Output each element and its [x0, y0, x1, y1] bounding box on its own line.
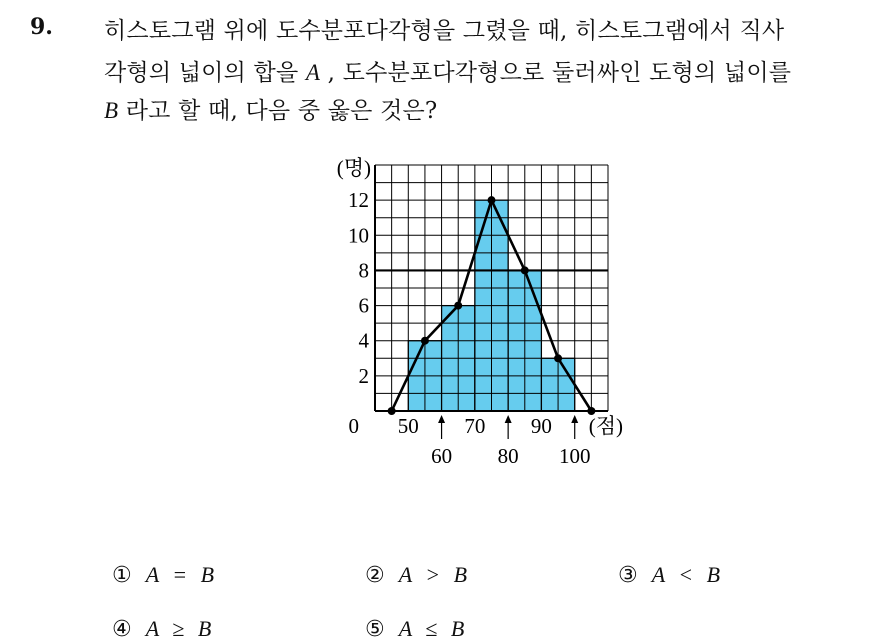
polygon-point	[421, 337, 429, 345]
question-line-2-end: , 도수분포다각형으로 둘러싸인 도형의 넓이를	[320, 60, 792, 86]
x-tick-arrowhead	[438, 415, 445, 423]
choice-5[interactable]	[365, 616, 468, 642]
y-tick-label: 8	[358, 258, 369, 283]
x-tick-label: 100	[558, 444, 591, 468]
x-axis-unit: (점)	[588, 414, 623, 438]
y-tick-label: 6	[358, 293, 369, 318]
x-tick-arrowhead	[571, 415, 578, 423]
question-line-2	[104, 54, 791, 87]
polygon-point	[388, 407, 396, 415]
histogram-chart	[300, 150, 660, 470]
y-axis-unit: (명)	[336, 156, 371, 180]
choice-5-number: ⑤	[365, 617, 385, 642]
x-tick-label: 80	[497, 444, 519, 468]
polygon-point	[454, 302, 462, 310]
question-line-2-start: 각형의 넓이의 합을	[104, 60, 306, 86]
choice-2-expression: A > B	[398, 562, 472, 587]
polygon-point	[488, 196, 496, 204]
choice-4-number: ④	[112, 617, 132, 642]
question-number: 9.	[30, 14, 53, 40]
choice-1-number: ①	[112, 563, 132, 588]
choice-2[interactable]	[365, 562, 471, 588]
y-tick-label: 10	[348, 223, 369, 248]
polygon-point	[521, 266, 529, 274]
origin-label: 0	[348, 414, 359, 438]
choice-3[interactable]	[618, 562, 724, 588]
choice-2-number: ②	[365, 563, 385, 588]
variable-a: A	[305, 60, 321, 85]
x-tick-arrowhead	[505, 415, 512, 423]
question-line-3-end: 라고 할 때, 다음 중 옳은 것은?	[118, 98, 438, 124]
y-tick-label: 4	[358, 328, 369, 353]
x-tick-label: 90	[530, 414, 552, 438]
polygon-point	[554, 354, 562, 362]
x-tick-label: 60	[431, 444, 453, 468]
x-tick-label: 70	[464, 414, 486, 438]
question-line-1: 히스토그램 위에 도수분포다각형을 그렸을 때, 히스토그램에서 직사	[104, 18, 785, 44]
variable-b: B	[104, 98, 119, 123]
x-tick-label: 50	[397, 414, 419, 438]
choice-3-expression: A < B	[651, 562, 725, 587]
choice-5-expression: A ≤ B	[398, 616, 469, 641]
choice-1-expression: A = B	[145, 562, 219, 587]
choice-3-number: ③	[618, 563, 638, 588]
question-line-3	[104, 92, 437, 125]
choice-4[interactable]	[112, 616, 215, 642]
choice-1[interactable]	[112, 562, 218, 588]
y-tick-label: 12	[348, 188, 369, 213]
choice-4-expression: A ≥ B	[145, 616, 216, 641]
y-tick-label: 2	[358, 363, 369, 388]
